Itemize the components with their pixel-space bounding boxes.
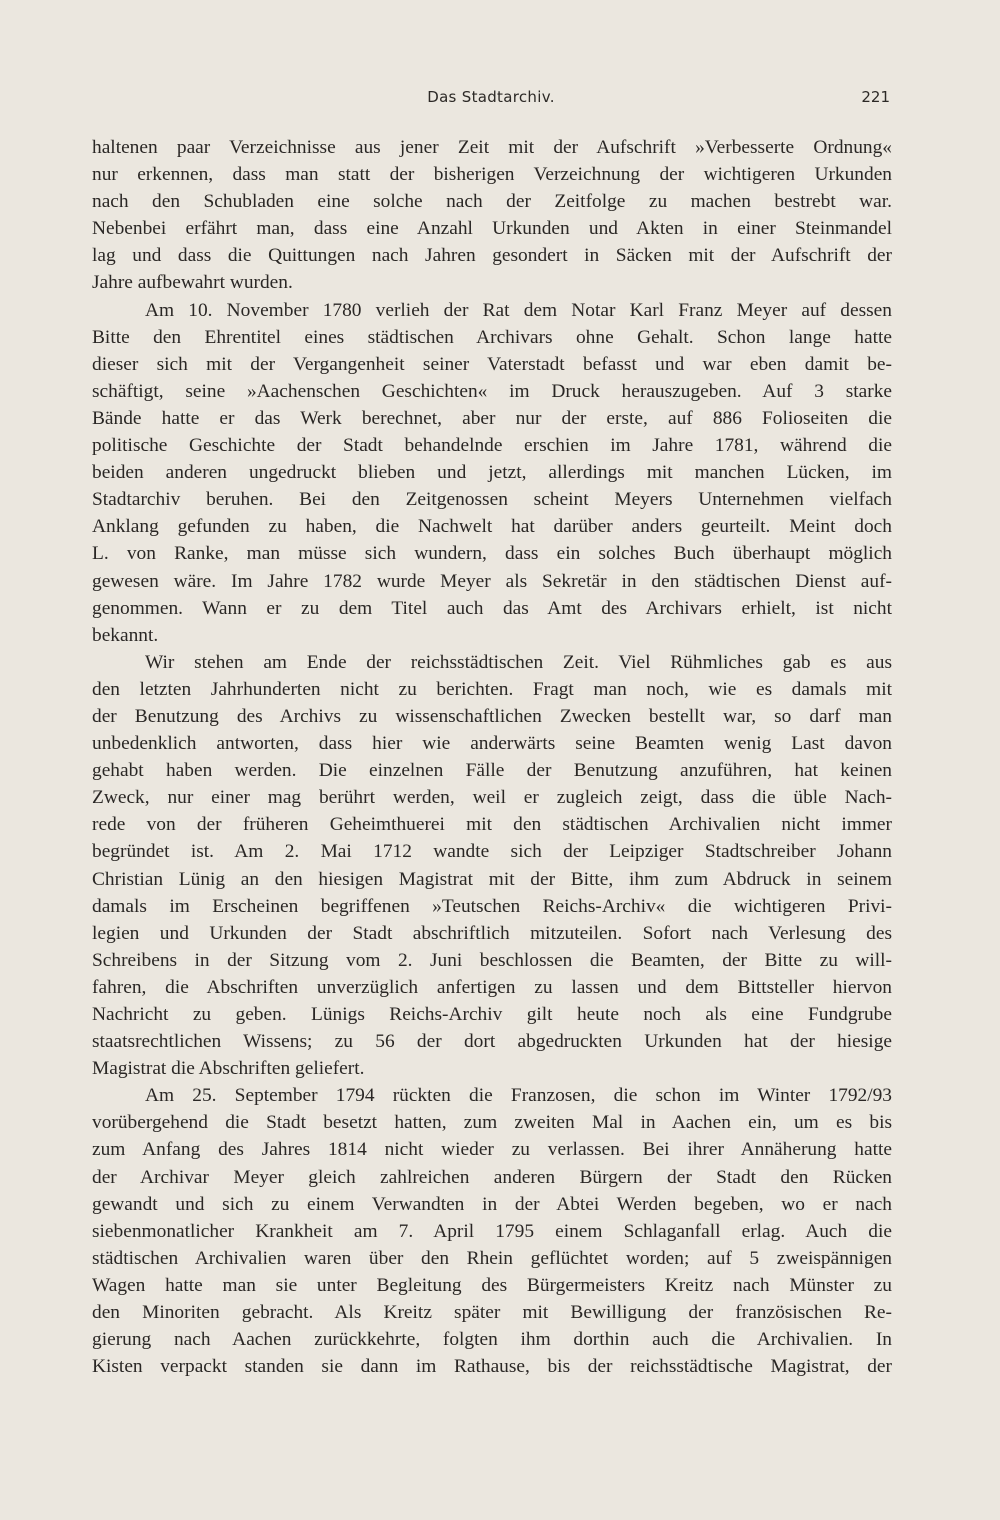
text-line: Nachricht zu geben. Lünigs Reichs-Archiv gilt heute noch als eine Fundgrube: [92, 1004, 892, 1025]
text-line: nach den Schubladen eine solche nach der Zeitfolge zu machen bestrebt war.: [92, 191, 892, 213]
text-line: der Benutzung des Archivs zu wissenschaftlichen Zwecken bestellt war, so darf man: [92, 705, 892, 727]
text-line: Anklang gefunden zu haben, die Nachwelt hat darüber anders geurteilt. Meint doch: [92, 516, 892, 538]
text-line: Bitte den Ehrentitel eines städtischen Archivars ohne Gehalt. Schon lange hatte: [92, 326, 892, 348]
page-number: 221: [861, 88, 890, 106]
text-line: Wagen hatte man sie unter Begleitung des Bürgermeisters Kreitz nach Münster zu: [92, 1274, 892, 1296]
text-line: schäftigt, seine »Aachenschen Geschichten« im Druck herauszugeben. Auf 3 starke: [92, 380, 892, 402]
paragraph-start-line: Am 25. September 1794 rückten die Franzosen, die schon im Winter 1792/93: [145, 1085, 892, 1107]
body-text: [92, 134, 892, 1380]
text-line: staatsrechtlichen Wissens; zu 56 der dort abgedruckten Urkunden hat der hiesige: [92, 1031, 892, 1053]
text-line: bekannt.: [92, 624, 159, 646]
text-line: Zweck, nur einer mag berührt werden, weil er zugleich zeigt, dass die üble Nach-: [92, 787, 892, 809]
text-line: beiden anderen ungedruckt blieben und jetzt, allerdings mit manchen Lücken, im: [92, 462, 892, 484]
text-line: fahren, die Abschriften unverzüglich anfertigen zu lassen und dem Bittsteller hiervon: [92, 976, 892, 998]
text-line: Jahre aufbewahrt wurden.: [92, 272, 293, 294]
text-line: Magistrat die Abschriften geliefert.: [92, 1058, 365, 1080]
page-header: [92, 88, 890, 112]
text-line: legien und Urkunden der Stadt abschriftlich mitzuteilen. Sofort nach Verlesung des: [92, 922, 892, 944]
text-line: lag und dass die Quittungen nach Jahren gesondert in Säcken mit der Aufschrift der: [92, 245, 892, 267]
text-line: vorübergehend die Stadt besetzt hatten, zum zweiten Mal in Aachen ein, um es bis: [92, 1112, 892, 1134]
text-line: Bände hatte er das Werk berechnet, aber nur der erste, auf 886 Folioseiten die: [92, 407, 892, 429]
paragraph-start-line: Am 10. November 1780 verlieh der Rat dem Notar Karl Franz Meyer auf dessen: [145, 299, 892, 321]
text-line: dieser sich mit der Vergangenheit seiner Vaterstadt befasst und war eben damit be-: [92, 353, 892, 375]
text-line: haltenen paar Verzeichnisse aus jener Zeit mit der Aufschrift »Verbesserte Ordnung«: [92, 137, 892, 158]
paragraph-start-line: Wir stehen am Ende der reichsstädtischen Zeit. Viel Rühmliches gab es aus: [145, 651, 892, 673]
text-line: den Minoriten gebracht. Als Kreitz später mit Bewilligung der französischen Re-: [92, 1302, 892, 1324]
text-line: politische Geschichte der Stadt behandelnde erschien im Jahre 1781, während die: [92, 435, 892, 457]
text-line: Christian Lünig an den hiesigen Magistrat mit der Bitte, ihm zum Abdruck in seinem: [92, 868, 892, 890]
text-line: Kisten verpackt standen sie dann im Rathause, bis der reichsstädtische Magistrat, der: [92, 1356, 892, 1378]
running-title: Das Stadtarchiv.: [427, 88, 555, 106]
text-line: gehabt haben werden. Die einzelnen Fälle der Benutzung anzuführen, hat keinen: [92, 760, 892, 782]
text-line: den letzten Jahrhunderten nicht zu berichten. Fragt man noch, wie es damals mit: [92, 678, 892, 700]
text-line: Stadtarchiv beruhen. Bei den Zeitgenossen scheint Meyers Unternehmen vielfach: [92, 489, 892, 511]
text-line: nur erkennen, dass man statt der bisherigen Verzeichnung der wichtigeren Urkunden: [92, 164, 892, 186]
text-line: der Archivar Meyer gleich zahlreichen anderen Bürgern der Stadt den Rücken: [92, 1166, 892, 1188]
text-line: gewesen wäre. Im Jahre 1782 wurde Meyer als Sekretär in den städtischen Dienst auf-: [92, 570, 892, 592]
text-line: begründet ist. Am 2. Mai 1712 wandte sich der Leipziger Stadtschreiber Johann: [92, 841, 892, 863]
text-line: siebenmonatlicher Krankheit am 7. April 1795 einem Schlaganfall erlag. Auch die: [92, 1220, 892, 1242]
text-line: genommen. Wann er zu dem Titel auch das Amt des Archivars erhielt, ist nicht: [92, 597, 892, 619]
text-line: Schreibens in der Sitzung vom 2. Juni beschlossen die Beamten, der Bitte zu will-: [92, 949, 892, 971]
text-line: L. von Ranke, man müsse sich wundern, dass ein solches Buch überhaupt möglich: [92, 543, 892, 565]
text-line: zum Anfang des Jahres 1814 nicht wieder zu verlassen. Bei ihrer Annäherung hatte: [92, 1139, 892, 1161]
text-line: damals im Erscheinen begriffenen »Teutschen Reichs-Archiv« die wichtigeren Privi-: [92, 895, 892, 917]
text-line: unbedenklich antworten, dass hier wie anderwärts seine Beamten wenig Last davon: [92, 733, 892, 755]
text-line: gierung nach Aachen zurückkehrte, folgten ihm dorthin auch die Archivalien. In: [92, 1329, 892, 1351]
text-line: rede von der früheren Geheimthuerei mit den städtischen Archivalien nicht immer: [92, 814, 892, 836]
text-line: städtischen Archivalien waren über den Rhein geflüchtet worden; auf 5 zweispännigen: [92, 1247, 892, 1269]
text-line: Nebenbei erfährt man, dass eine Anzahl Urkunden und Akten in einer Steinmandel: [92, 218, 892, 240]
text-line: gewandt und sich zu einem Verwandten in der Abtei Werden begeben, wo er nach: [92, 1193, 892, 1215]
